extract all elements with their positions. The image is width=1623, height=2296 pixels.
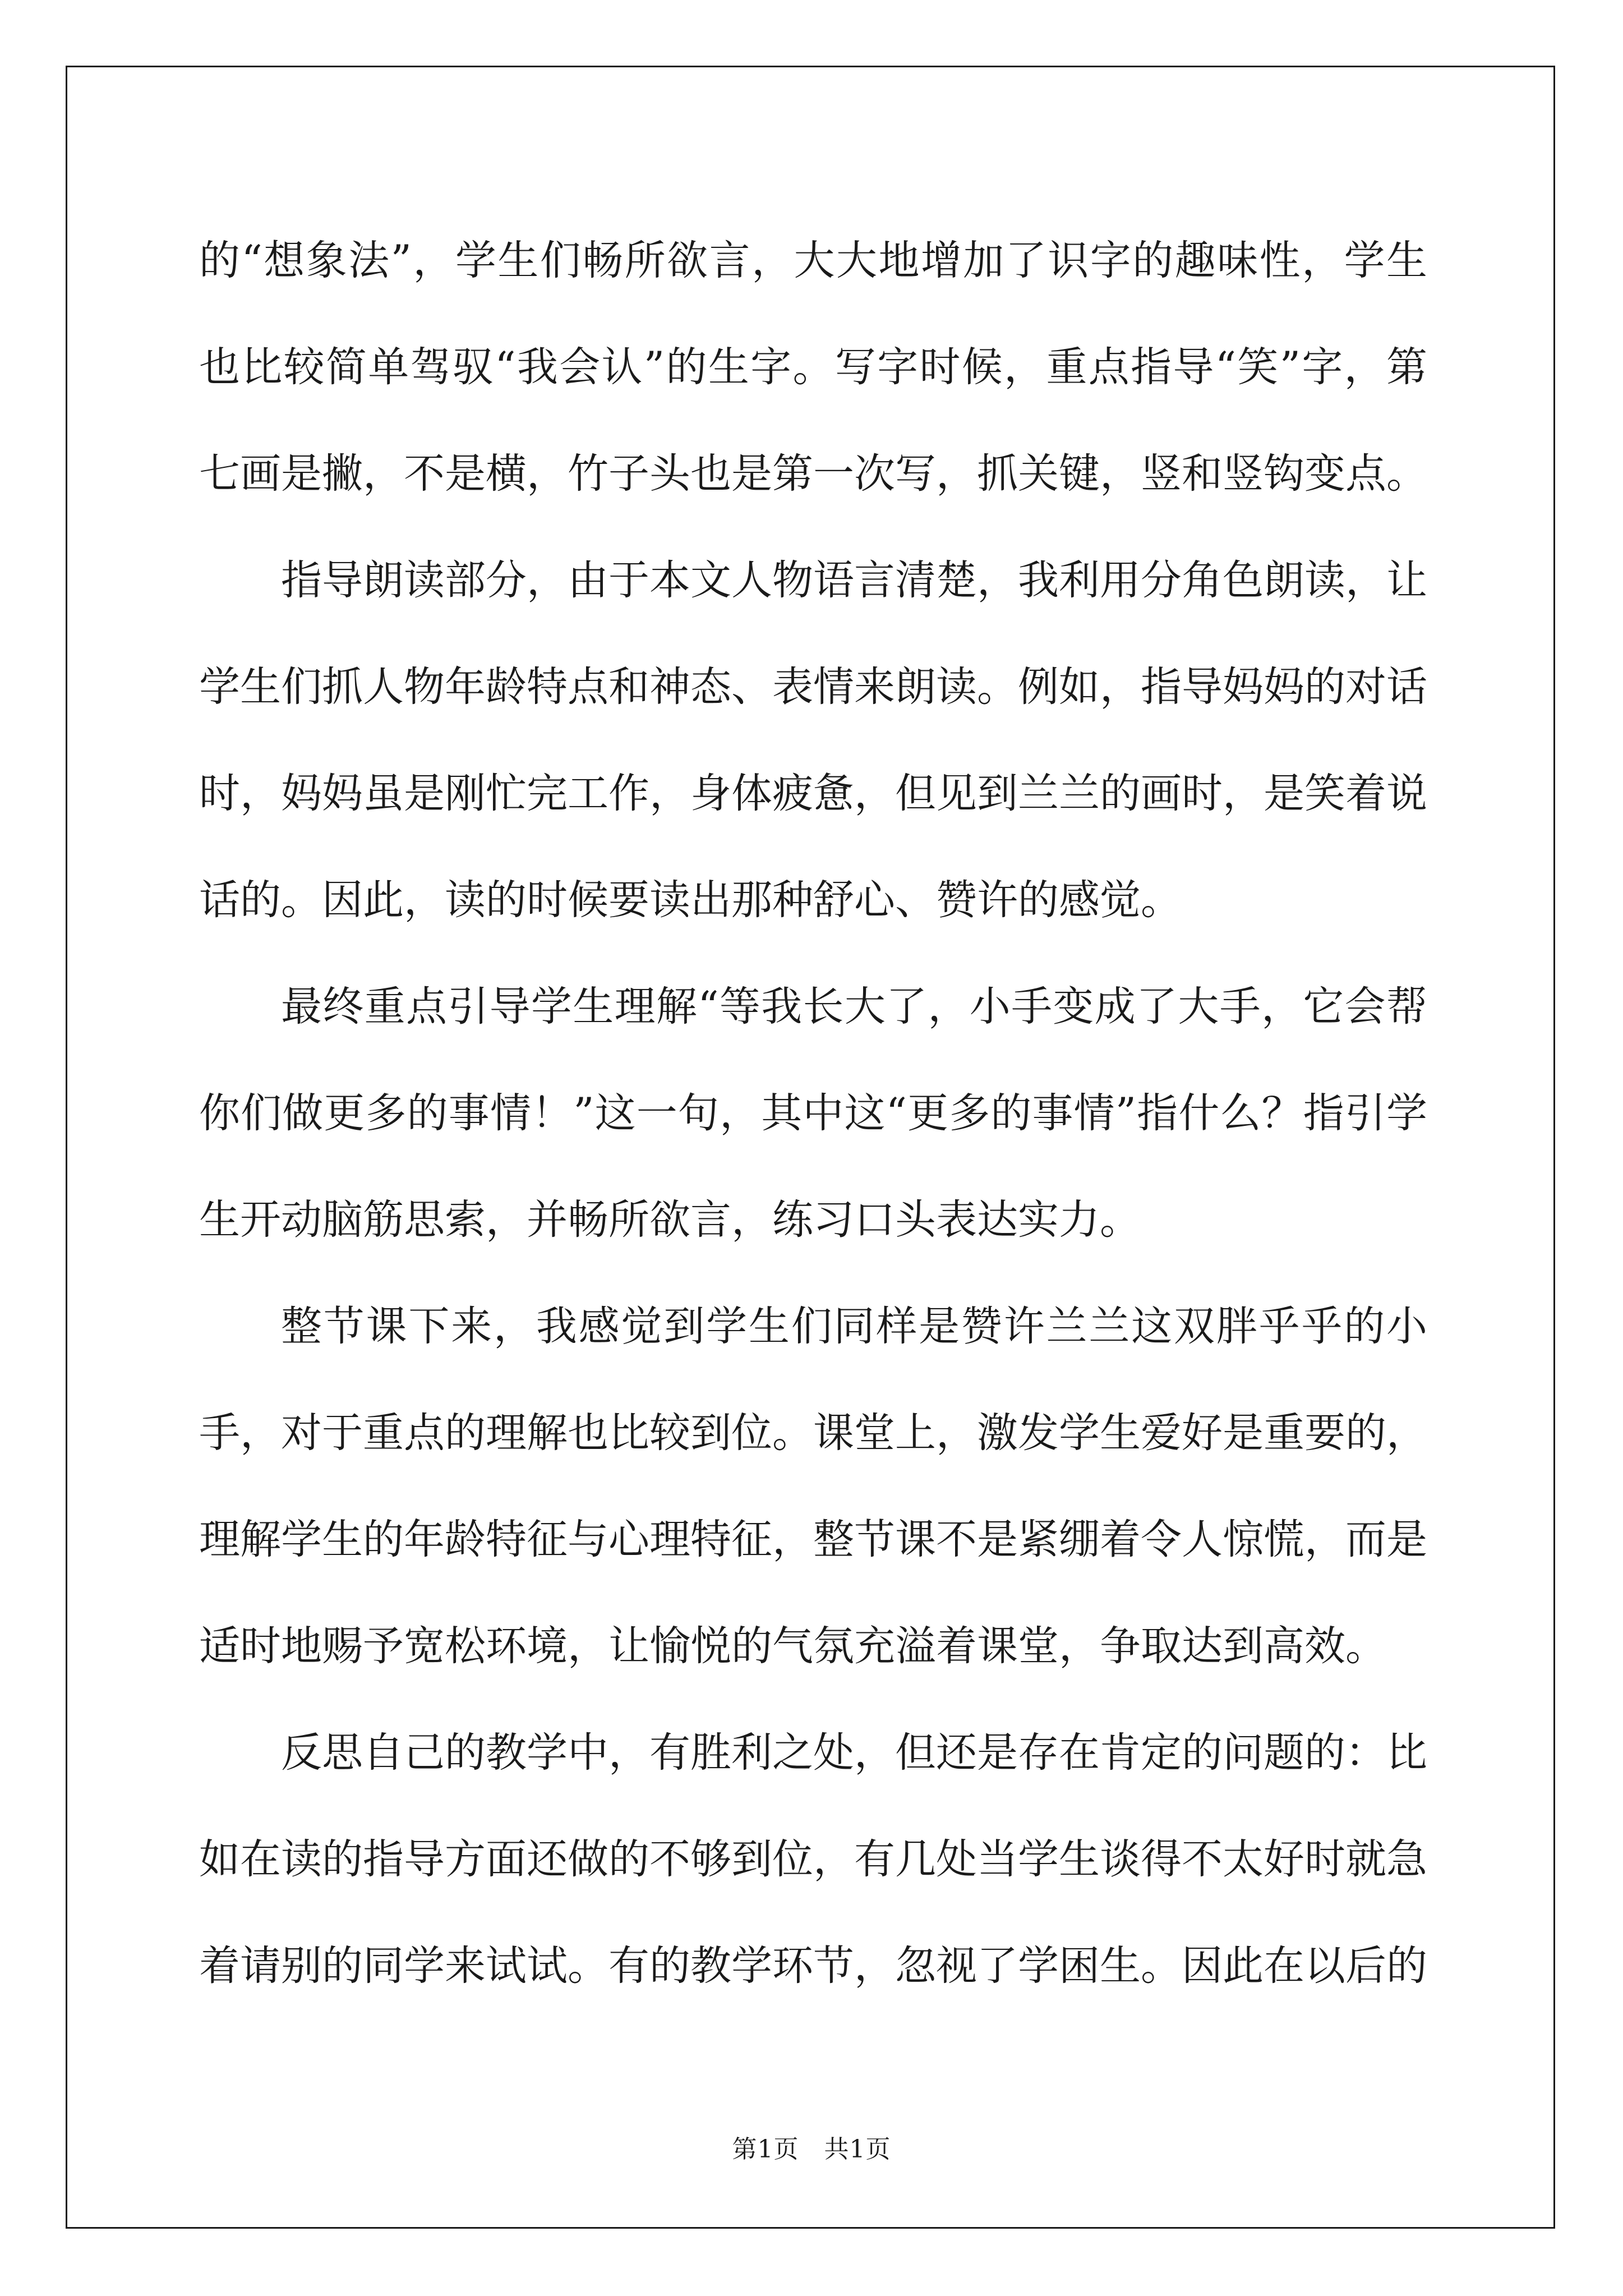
page-number-total: 共1页 bbox=[824, 2135, 891, 2164]
paragraph-3: 最终重点引导学生理解“等我长大了，小手变成了大手，它会帮你们做更多的事情！”这一句，其中这“更多的事情”指什么？指引学生开动脑筋思索，并畅所欲言，练习口头表达实力。 bbox=[199, 983, 1427, 1244]
paragraph-4: 整节课下来，我感觉到学生们同样是赞许兰兰这双胖乎乎的小手，对于重点的理解也比较到位。课堂上，激发学生爱好是重要的，理解学生的年龄特征与心理特征，整节课不是紧绷着令人惊慌，而是适时地赐予宽松环境，让愉悦的气氛充溢着课堂，争取达到高效。 bbox=[199, 1303, 1427, 1670]
paragraph-2: 指导朗读部分，由于本文人物语言清楚，我利用分角色朗读，让学生们抓人物年龄特点和神态、表情来朗读。例如，指导妈妈的对话时，妈妈虽是刚忙完工作，身体疲惫，但见到兰兰的画时，是笑着说话的。因此，读的时候要读出那种舒心、赞许的感觉。 bbox=[199, 556, 1427, 924]
paragraph-5: 反思自己的教学中，有胜利之处，但还是存在肯定的问题的：比如在读的指导方面还做的不够到位，有几处当学生谈得不太好时就急着请别的同学来试试。有的教学环节，忽视了学困生。因此在以后的 bbox=[199, 1729, 1427, 1990]
paragraph-1: 的“想象法”，学生们畅所欲言，大大地增加了识字的趣味性，学生也比较简单驾驭“我会认”的生字。写字时候，重点指导“笑”字，第七画是撇，不是横，竹子头也是第一次写，抓关键，竖和竖钩变点。 bbox=[199, 237, 1427, 498]
page-footer bbox=[0, 2129, 1623, 2165]
page-number-current: 第1页 bbox=[732, 2135, 799, 2164]
document-body bbox=[199, 208, 1427, 2019]
